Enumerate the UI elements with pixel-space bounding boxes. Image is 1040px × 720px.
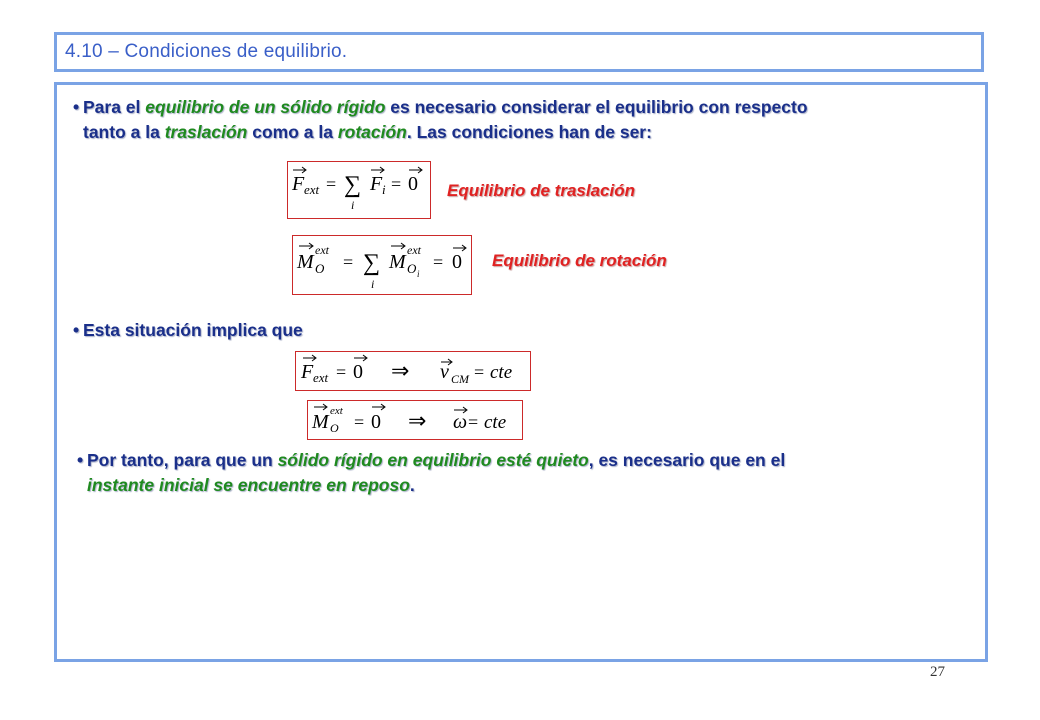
highlight-rigid-body-at-rest: sólido rígido en equilibrio esté quieto [277, 450, 589, 470]
svg-text:F: F [301, 361, 314, 383]
title-frame [54, 32, 984, 72]
svg-text:=: = [326, 174, 337, 194]
svg-text:0: 0 [371, 411, 381, 433]
svg-text:cte: cte [484, 412, 507, 433]
svg-text:O: O [330, 421, 339, 435]
svg-text:ext: ext [313, 370, 329, 385]
svg-text:i: i [371, 277, 375, 291]
svg-text:M: M [389, 251, 406, 273]
highlight-initial-instant: instante inicial se encuentre en reposo [87, 475, 410, 495]
equation-implication-angular-velocity [307, 400, 523, 440]
svg-text:F: F [370, 173, 383, 195]
bullet-dot: • [77, 450, 84, 470]
sum-symbol: ∑ [363, 250, 381, 276]
label-rotation-equilibrium: Equilibrio de rotación [492, 251, 667, 270]
symbol-F: F [292, 173, 305, 195]
bullet-rigid-body-equilibrium: • Para el equilibrio de un sólido rígido es necesario considerar el equilibrio con respecto tanto a la traslación como a la rotación. Las condiciones han de ser: [73, 97, 808, 142]
svg-text:=: = [336, 362, 347, 382]
svg-text:=: = [391, 174, 402, 194]
svg-text:ext: ext [315, 243, 329, 257]
content-frame [54, 82, 988, 662]
equation-rotation [292, 235, 472, 295]
svg-text:v: v [440, 361, 449, 383]
svg-text:ext: ext [407, 243, 421, 257]
svg-text:0: 0 [408, 173, 418, 195]
implies-arrow: ⇒ [391, 358, 410, 383]
svg-text:ext: ext [330, 405, 343, 417]
svg-text:M: M [312, 411, 329, 433]
page-number: 27 [930, 664, 945, 680]
highlight-rigid-body: equilibrio de un sólido rígido [145, 97, 386, 117]
svg-text:cte: cte [490, 362, 513, 383]
svg-text:0: 0 [353, 361, 363, 383]
highlight-translation: traslación [164, 122, 248, 142]
bullet-implication: • Esta situación implica que [73, 318, 673, 343]
equation-translation [287, 161, 431, 219]
svg-text:O: O [315, 261, 325, 276]
bullet-dot: • [73, 320, 80, 340]
svg-text:i: i [382, 182, 386, 197]
svg-text:=: = [343, 252, 354, 272]
highlight-rotation: rotación [337, 122, 407, 142]
svg-text:i: i [417, 269, 420, 279]
svg-text:i: i [351, 198, 355, 212]
svg-text:=: = [433, 252, 444, 272]
implies-arrow: ⇒ [408, 408, 427, 433]
svg-text:CM: CM [451, 372, 469, 386]
svg-text:0: 0 [452, 251, 462, 273]
svg-text:ω: ω [453, 411, 468, 433]
subscript-ext: ext [304, 182, 320, 197]
symbol-M: M [297, 251, 314, 273]
label-translation-equilibrium: Equilibrio de traslación [447, 181, 635, 200]
svg-text:=: = [468, 412, 479, 432]
sum-symbol: ∑ [344, 172, 362, 198]
svg-text:=: = [474, 362, 485, 382]
bullet-dot: • [73, 97, 80, 117]
svg-text:=: = [354, 412, 365, 432]
slide-title: 4.10 – Condiciones de equilibrio. [65, 41, 348, 62]
equation-implication-velocity [295, 351, 531, 391]
svg-text:O: O [407, 261, 417, 276]
bullet-rest-condition: • Por tanto, para que un sólido rígido en equilibrio esté quieto, es necesario que en el instante inicial se encuentre en reposo. [77, 450, 786, 495]
